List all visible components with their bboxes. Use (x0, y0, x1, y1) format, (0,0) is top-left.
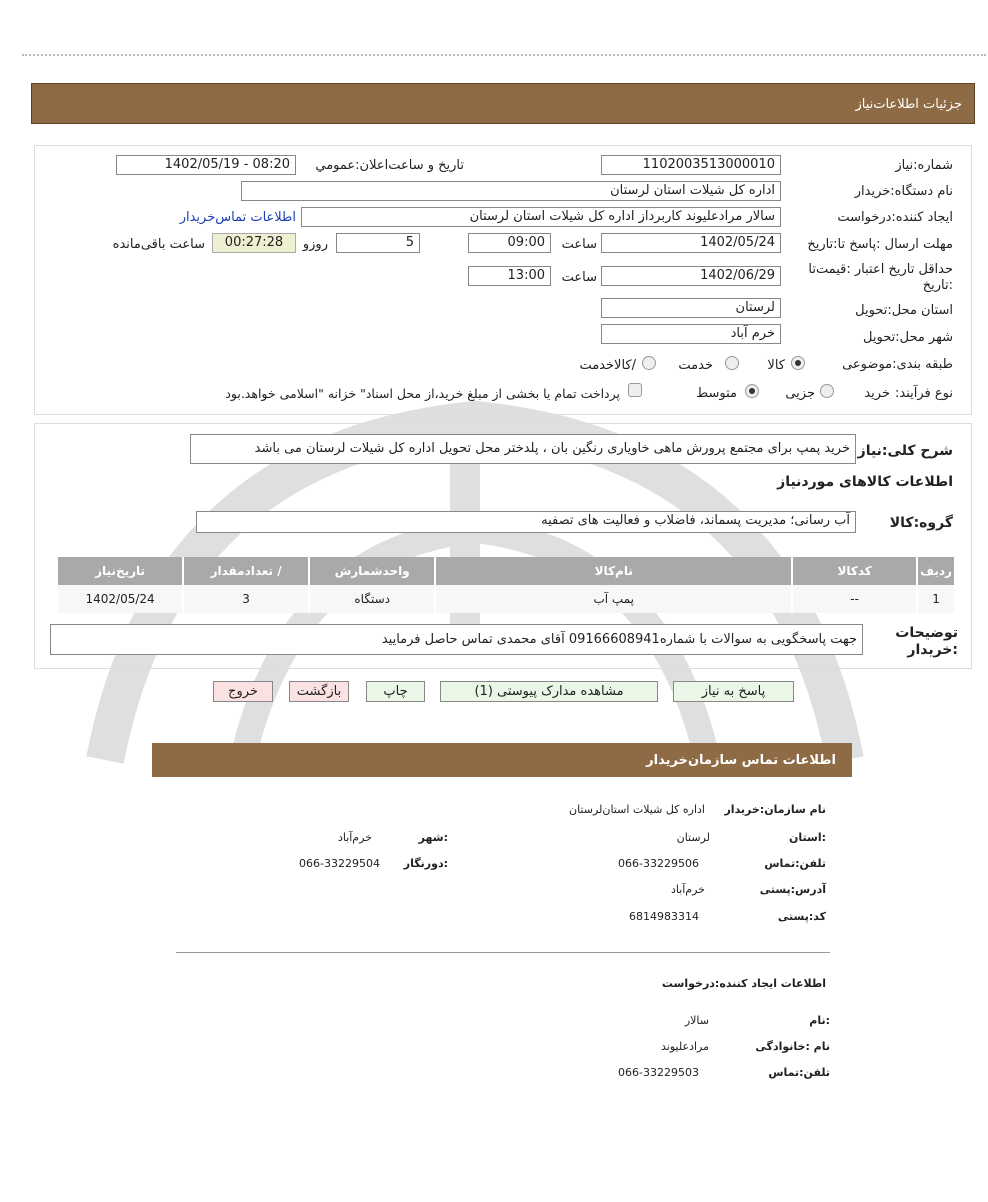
page-header (31, 83, 975, 124)
process-medium-radio[interactable] (745, 384, 759, 398)
exit-button[interactable]: خروج (213, 681, 273, 702)
remaining-timer: 00:27:28 (212, 233, 296, 253)
announce-field: 1402/05/19 - 08:20 (116, 155, 296, 175)
treasury-payment-checkbox[interactable] (628, 383, 642, 397)
remaining-label: ساعت باقی‌مانده (112, 237, 205, 252)
contact-org: اداره کل شیلات استان‌لرستان (568, 803, 705, 816)
need-number-label: شماره:نیاز (895, 158, 953, 173)
delivery-city-field: خرم آباد (601, 324, 781, 344)
category-service-radio[interactable] (725, 356, 739, 370)
contact-divider (176, 952, 830, 953)
delivery-province-label: استان محل:تحویل (855, 303, 953, 318)
cell-date: 1402/05/24 (57, 585, 183, 613)
contact-postal-label: کد:پستی (777, 910, 826, 923)
creator-label: ایجاد کننده:درخواست (837, 210, 953, 225)
announce-label: تاریخ و ساعت‌اعلان:عمومي (315, 158, 464, 173)
buyer-org-field: اداره کل شیلات استان لرستان (241, 181, 781, 201)
validity-label-2: :تاریخ (922, 278, 953, 293)
contact-postal: 6814983314 (629, 910, 699, 923)
process-buy-label: خرید (864, 386, 890, 401)
col-date: تاریخ‌نیاز (57, 557, 183, 585)
days-label: روزو (302, 237, 328, 252)
contact-city-label: :شهر (418, 831, 448, 844)
goods-group-label: گروه:کالا (889, 515, 953, 531)
buyer-contact-title: اطلاعات تماس سازمان‌خریدار (646, 753, 836, 768)
col-row: ردیف (917, 557, 954, 585)
creator-info-title: اطلاعات ایجاد کننده:درخواست (661, 977, 826, 990)
deadline-time-field: 09:00 (468, 233, 551, 253)
col-qty: / تعدادمقدار (183, 557, 309, 585)
process-partial-radio[interactable] (820, 384, 834, 398)
contact-fax: 066-33229504 (299, 857, 380, 870)
process-type-label: نوع فرآیند: (895, 386, 953, 401)
col-code: کدکالا (792, 557, 917, 585)
validity-time-field: 13:00 (468, 266, 551, 286)
goods-group-field: آب رسانی؛ مدیریت پسماند، فاضلاب و فعالیت های تصفیه (196, 511, 856, 533)
buyer-notes-label: توضیحات (895, 625, 958, 641)
contact-province: لرستان (676, 831, 710, 844)
validity-time-label: ساعت (561, 270, 597, 285)
delivery-province-field: لرستان (601, 298, 781, 318)
col-name: نام‌کالا (435, 557, 792, 585)
creator-name-label: :نام (809, 1014, 830, 1027)
creator-field: سالار مرادعلیوند کاربرداز اداره کل شیلات استان لرستان (301, 207, 781, 227)
goods-table (56, 557, 954, 613)
buyer-notes-label-2: :خریدار (907, 642, 958, 658)
cell-row: 1 (917, 585, 954, 613)
reply-button[interactable]: پاسخ به نیاز (673, 681, 794, 702)
days-field: 5 (336, 233, 420, 253)
need-number-field: 1102003513000010 (601, 155, 781, 175)
delivery-city-label: شهر محل:تحویل (863, 330, 953, 345)
buyer-notes-field: جهت پاسخگویی به سوالات با شماره09166608941 آقای محمدی تماس حاصل فرمایید (50, 624, 863, 655)
goods-table-header (57, 557, 954, 585)
buyer-org-label: نام دستگاه:خریدار (854, 184, 953, 199)
category-goods-radio[interactable] (791, 356, 805, 370)
contact-city: خرم‌آباد (337, 831, 372, 844)
validity-date-field: 1402/06/29 (601, 266, 781, 286)
cell-name: پمپ آب (435, 585, 792, 613)
cell-qty: 3 (183, 585, 309, 613)
creator-family-label: نام :خانوادگی (755, 1040, 830, 1053)
print-button[interactable]: چاپ (366, 681, 425, 702)
treasury-payment-text: پرداخت تمام یا بخشی از مبلغ خرید،از محل اسناد" خزانه "اسلامی خواهد.بود (225, 386, 620, 401)
creator-phone: 066-33229503 (618, 1066, 699, 1079)
back-button[interactable]: بازگشت (289, 681, 349, 702)
deadline-time-label: ساعت (561, 237, 597, 252)
validity-label: حداقل تاریخ اعتبار :قیمت‌تا (808, 262, 953, 277)
contact-province-label: :استان (789, 831, 826, 844)
goods-heading: اطلاعات کالاهای مورد‌نیاز (777, 474, 953, 490)
top-divider (22, 54, 986, 56)
deadline-date-field: 1402/05/24 (601, 233, 781, 253)
creator-name: سالار (684, 1014, 709, 1027)
process-medium-label: متوسط (696, 386, 737, 401)
process-partial-label: جزیی (785, 386, 815, 401)
creator-phone-label: تلفن:تماس (768, 1066, 830, 1079)
buyer-contact-header (152, 743, 852, 777)
category-label: طبقه بندی:موضوعی (842, 357, 953, 372)
category-goods-service-label: /کالاخدمت (579, 358, 636, 373)
cell-unit: دستگاه (309, 585, 435, 613)
buyer-contact-link[interactable]: اطلاعات تماس‌خریدار (179, 210, 296, 225)
category-service-label: خدمت (678, 358, 713, 373)
cell-code: -- (792, 585, 917, 613)
table-row (57, 585, 954, 613)
col-unit: واحدشمارش (309, 557, 435, 585)
creator-family: مرادعلیوند (661, 1040, 709, 1053)
contact-address-label: آدرس:پستی (759, 883, 826, 896)
category-goods-service-radio[interactable] (642, 356, 656, 370)
summary-field: خرید پمپ برای مجتمع پرورش ماهی خاویاری رنگین بان ، پلدختر محل تحویل اداره کل شیلات لرستان می باشد (190, 434, 856, 464)
page-header-title: جزئیات اطلاعات‌نیاز (855, 97, 962, 112)
summary-label: شرح کلی:نیاز (857, 443, 953, 459)
contact-phone: 066-33229506 (618, 857, 699, 870)
contact-phone-label: تلفن:تماس (764, 857, 826, 870)
view-attachments-button[interactable]: مشاهده مدارک پیوستی (1) (440, 681, 658, 702)
contact-fax-label: :دورنگار (403, 857, 448, 870)
contact-org-label: نام سازمان:خریدار (724, 803, 826, 816)
category-goods-label: کالا (767, 358, 785, 373)
contact-address: خرم‌آباد (670, 883, 705, 896)
deadline-label: مهلت ارسال :پاسخ تا:تاریخ (807, 237, 953, 252)
